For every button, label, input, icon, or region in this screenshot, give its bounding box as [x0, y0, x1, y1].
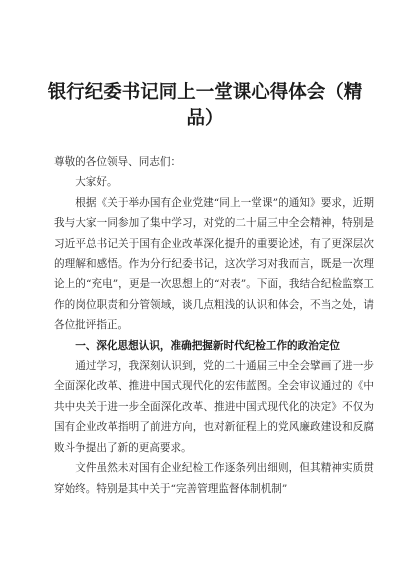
paragraph-intro: 根据《关于举办国有企业党建“同上一堂课”的通知》要求，近期我与大家一同参加了集中学习，对党的二十届三中全会精神，特别是习近平总书记关于国有企业改革深化提升的重要论述，有了更深层次的理解和感悟。作为分行纪委书记，这次学习对我而言，既是一次理论上的“充电”，更是一次思想上的“对表”。下面，我结合纪检监察工作的岗位职责和分管领域，谈几点粗浅的认识和体会，不当之处，请各位批评指正。: [54, 196, 374, 332]
greeting: 大家好。: [75, 176, 118, 189]
section-heading: 一、深化思想认识，准确把握新时代纪检工作的政治定位: [75, 339, 341, 352]
paragraph-body: 文件虽然未对国有企业纪检工作逐条列出细则，但其精神实质贯穿始终。特别是其中关于“完善管理监督体制机制”: [54, 462, 374, 495]
document-title: 银行纪委书记同上一堂课心得体会（精品）: [47, 82, 363, 129]
paragraph-body: 通过学习，我深刻认识到，党的二十通届三中全会擘画了进一步全面深化改革、推进中国式现代化的宏伟蓝图。全会审议通过的《中共中央关于进一步全面深化改革、推进中国式现代化的决定》不仅为国有企业改革指明了前进方向，也对新征程上的党风廉政建设和反腐败斗争提出了新的更高要求。: [54, 360, 374, 454]
document-body: [54, 152, 374, 499]
salutation: 尊敬的各位领导、同志们：: [54, 156, 182, 168]
